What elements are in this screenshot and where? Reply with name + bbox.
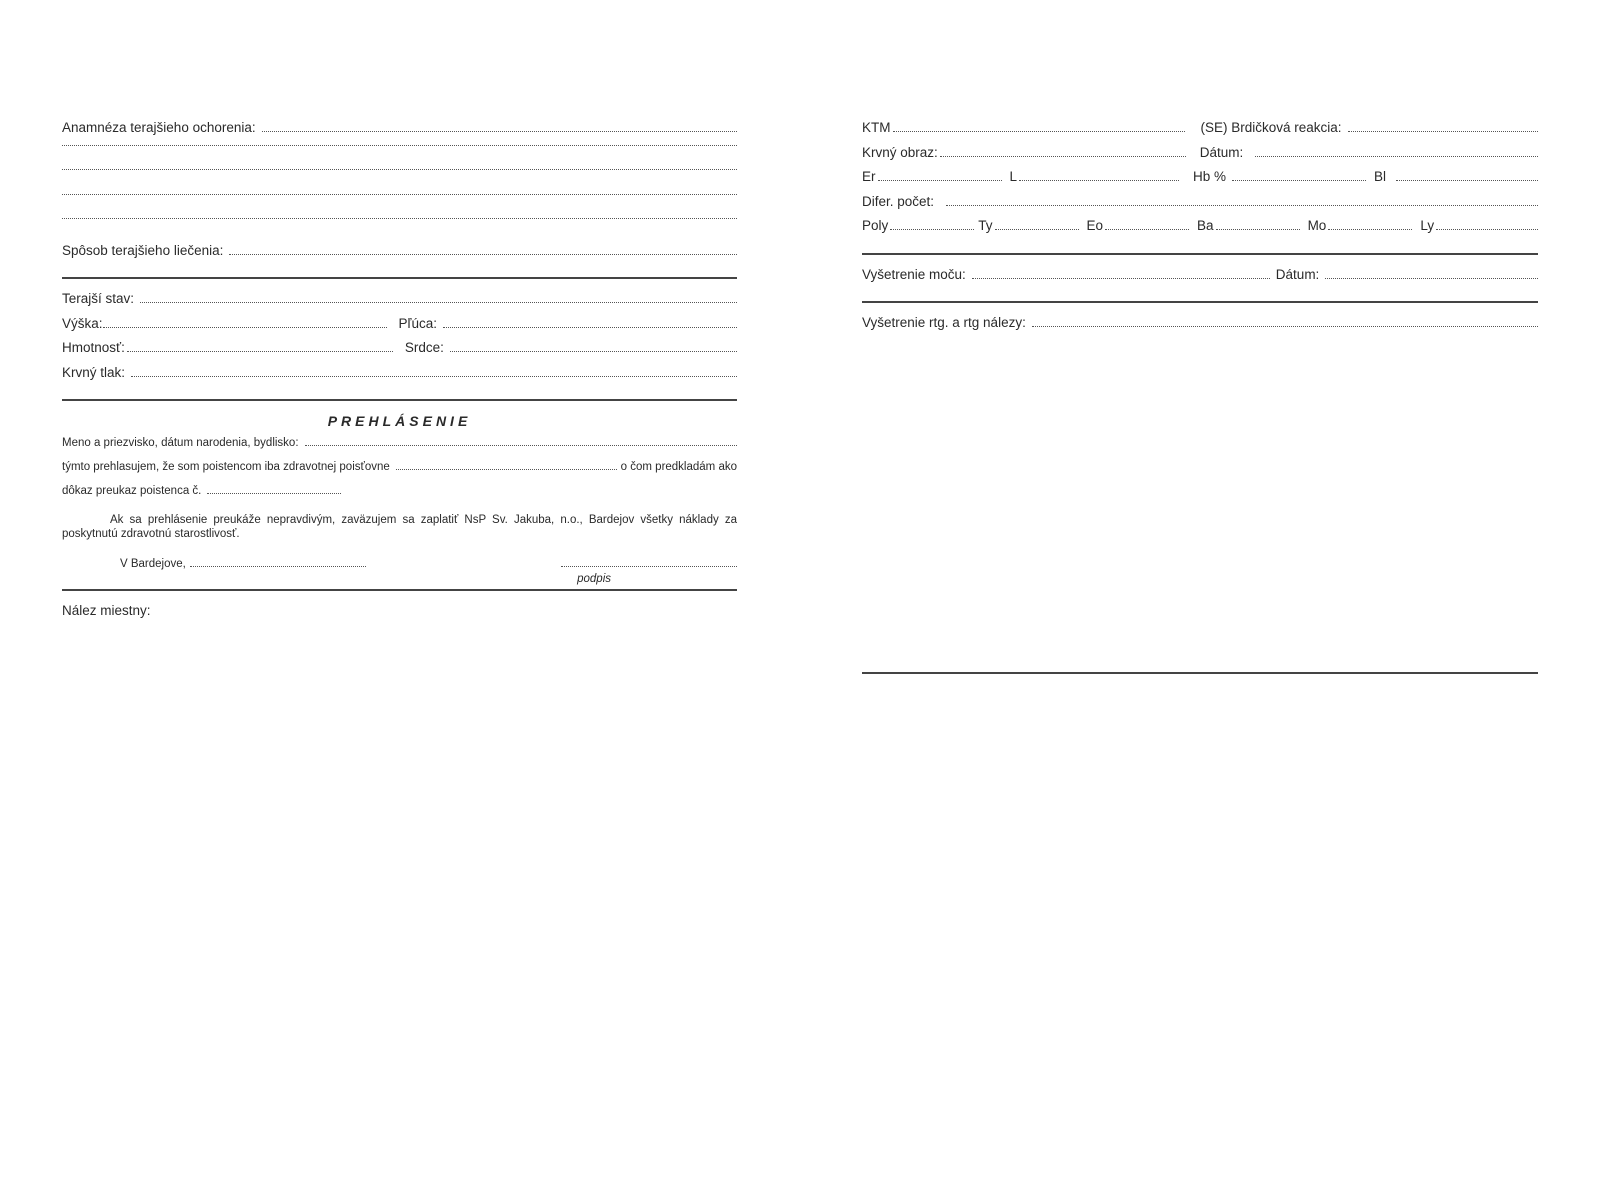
anamneza-field[interactable] — [262, 131, 737, 132]
ly-label: Ly — [1420, 218, 1435, 233]
sposob-label: Spôsob terajšieho liečenia: — [62, 242, 224, 258]
krvny-obraz-label: Krvný obraz: — [862, 144, 938, 160]
rtg-label: Vyšetrenie rtg. a rtg nálezy: — [862, 315, 1026, 330]
anamneza-line-3 — [62, 169, 737, 194]
difer-label: Difer. počet: — [862, 193, 935, 209]
signature-field[interactable] — [561, 566, 737, 567]
ba-label: Ba — [1197, 218, 1214, 233]
se-field[interactable] — [1348, 131, 1538, 132]
nalez-label: Nález miestny: — [62, 603, 151, 618]
teraj-stav-field[interactable] — [140, 302, 737, 303]
ly-field[interactable] — [1436, 229, 1538, 230]
sposob-row — [62, 243, 737, 268]
declaration-title: PREHLÁSENIE — [327, 413, 472, 429]
mo-label: Mo — [1307, 218, 1327, 233]
anamneza-field-5[interactable] — [62, 218, 737, 219]
bottom-divider — [862, 672, 1538, 674]
datum2-label: Dátum: — [1275, 266, 1320, 282]
hb-label: Hb % — [1193, 169, 1227, 184]
mo-field[interactable] — [1328, 229, 1412, 230]
ty-label: Ty — [978, 218, 993, 233]
bl-label: Bl — [1374, 169, 1387, 184]
place-label: V Bardejove, — [120, 558, 186, 570]
eo-label: Eo — [1086, 218, 1104, 233]
hb-field[interactable] — [1232, 180, 1366, 181]
anamneza-label: Anamnéza terajšieho ochorenia: — [62, 120, 256, 135]
declaration-line-1 — [62, 437, 737, 461]
divider — [62, 399, 737, 401]
pluca-label: Pľúca: — [398, 315, 437, 331]
sposob-field[interactable] — [229, 254, 737, 255]
datum-field[interactable] — [1255, 156, 1538, 157]
hmotnost-srdce-row — [62, 340, 737, 365]
er-label: Er — [862, 169, 876, 184]
date-field[interactable] — [190, 566, 366, 567]
anamneza-line-4 — [62, 194, 737, 219]
declaration-card-field[interactable] — [207, 493, 341, 494]
se-label: (SE) Brdičková reakcia: — [1200, 120, 1342, 135]
vyska-field[interactable] — [103, 327, 387, 328]
srdce-label: Srdce: — [404, 340, 444, 355]
place-date — [62, 558, 419, 571]
vyska-pluca-row — [62, 316, 737, 341]
declaration-line-2 — [62, 461, 737, 485]
anamneza-line-5 — [62, 218, 737, 243]
divider — [62, 277, 737, 279]
krvny-obraz-row — [862, 145, 1538, 170]
pluca-field[interactable] — [443, 327, 737, 328]
krvny-tlak-field[interactable] — [131, 376, 737, 377]
anamneza-line-2 — [62, 145, 737, 170]
poly-row — [862, 218, 1538, 243]
ty-field[interactable] — [995, 229, 1079, 230]
declaration-line-3 — [62, 485, 737, 509]
rtg-field[interactable] — [1032, 326, 1538, 327]
eo-field[interactable] — [1105, 229, 1189, 230]
krvny-tlak-row — [62, 365, 737, 390]
divider — [62, 589, 737, 591]
left-column — [62, 120, 737, 628]
datum2-field[interactable] — [1325, 278, 1538, 279]
declaration-card-label: dôkaz preukaz poistenca č. — [62, 485, 202, 497]
declaration-name-label: Meno a priezvisko, dátum narodenia, bydlisko: — [62, 437, 299, 449]
anamneza-field-4[interactable] — [62, 194, 737, 195]
vyska-label: Výška: — [62, 315, 103, 331]
krvny-obraz-field[interactable] — [940, 156, 1186, 157]
declaration-block — [62, 437, 737, 585]
right-column — [862, 120, 1538, 340]
ktm-field[interactable] — [893, 131, 1185, 132]
ktm-label: KTM — [862, 120, 891, 135]
krvny-tlak-label: Krvný tlak: — [62, 364, 126, 380]
srdce-field[interactable] — [450, 351, 737, 352]
vysetrenie-mocu-row — [862, 267, 1538, 292]
signature-label: podpis — [577, 573, 611, 585]
l-field[interactable] — [1019, 180, 1179, 181]
er-field[interactable] — [878, 180, 1002, 181]
difer-row — [862, 194, 1538, 219]
divider — [862, 301, 1538, 303]
declaration-insurer-suffix: o čom predkladám ako — [620, 461, 737, 473]
vysetrenie-mocu-field[interactable] — [972, 278, 1270, 279]
ba-field[interactable] — [1216, 229, 1300, 230]
poly-field[interactable] — [890, 229, 974, 230]
declaration-insurer-label: týmto prehlasujem, že som poistencom iba zdravotnej poisťovne — [62, 461, 390, 473]
divider — [862, 253, 1538, 255]
declaration-name-field[interactable] — [305, 445, 737, 446]
teraj-stav-row — [62, 291, 737, 316]
poly-label: Poly — [862, 218, 889, 233]
bl-field[interactable] — [1396, 180, 1538, 181]
signature-row — [62, 553, 737, 571]
anamneza-field-3[interactable] — [62, 169, 737, 170]
declaration-insurer-field[interactable] — [396, 469, 617, 470]
difer-field[interactable] — [946, 205, 1538, 206]
ktm-row — [862, 120, 1538, 145]
vysetrenie-mocu-label: Vyšetrenie moču: — [862, 266, 966, 282]
hmotnost-label: Hmotnosť: — [62, 340, 125, 355]
datum-label: Dátum: — [1199, 144, 1244, 160]
rtg-row — [862, 315, 1538, 340]
l-label: L — [1009, 169, 1018, 184]
hmotnost-field[interactable] — [127, 351, 393, 352]
anamneza-row — [62, 120, 737, 145]
anamneza-field-2[interactable] — [62, 145, 737, 146]
er-row — [862, 169, 1538, 194]
declaration-paragraph: Ak sa prehlásenie preukáže nepravdivým, zaväzujem sa zaplatiť NsP Sv. Jakuba, n.o., Bardejov všetky náklady za poskytnutú zdravotnú starostlivosť. — [62, 514, 737, 540]
nalez-row — [62, 603, 737, 628]
teraj-stav-label: Terajší stav: — [62, 291, 135, 306]
